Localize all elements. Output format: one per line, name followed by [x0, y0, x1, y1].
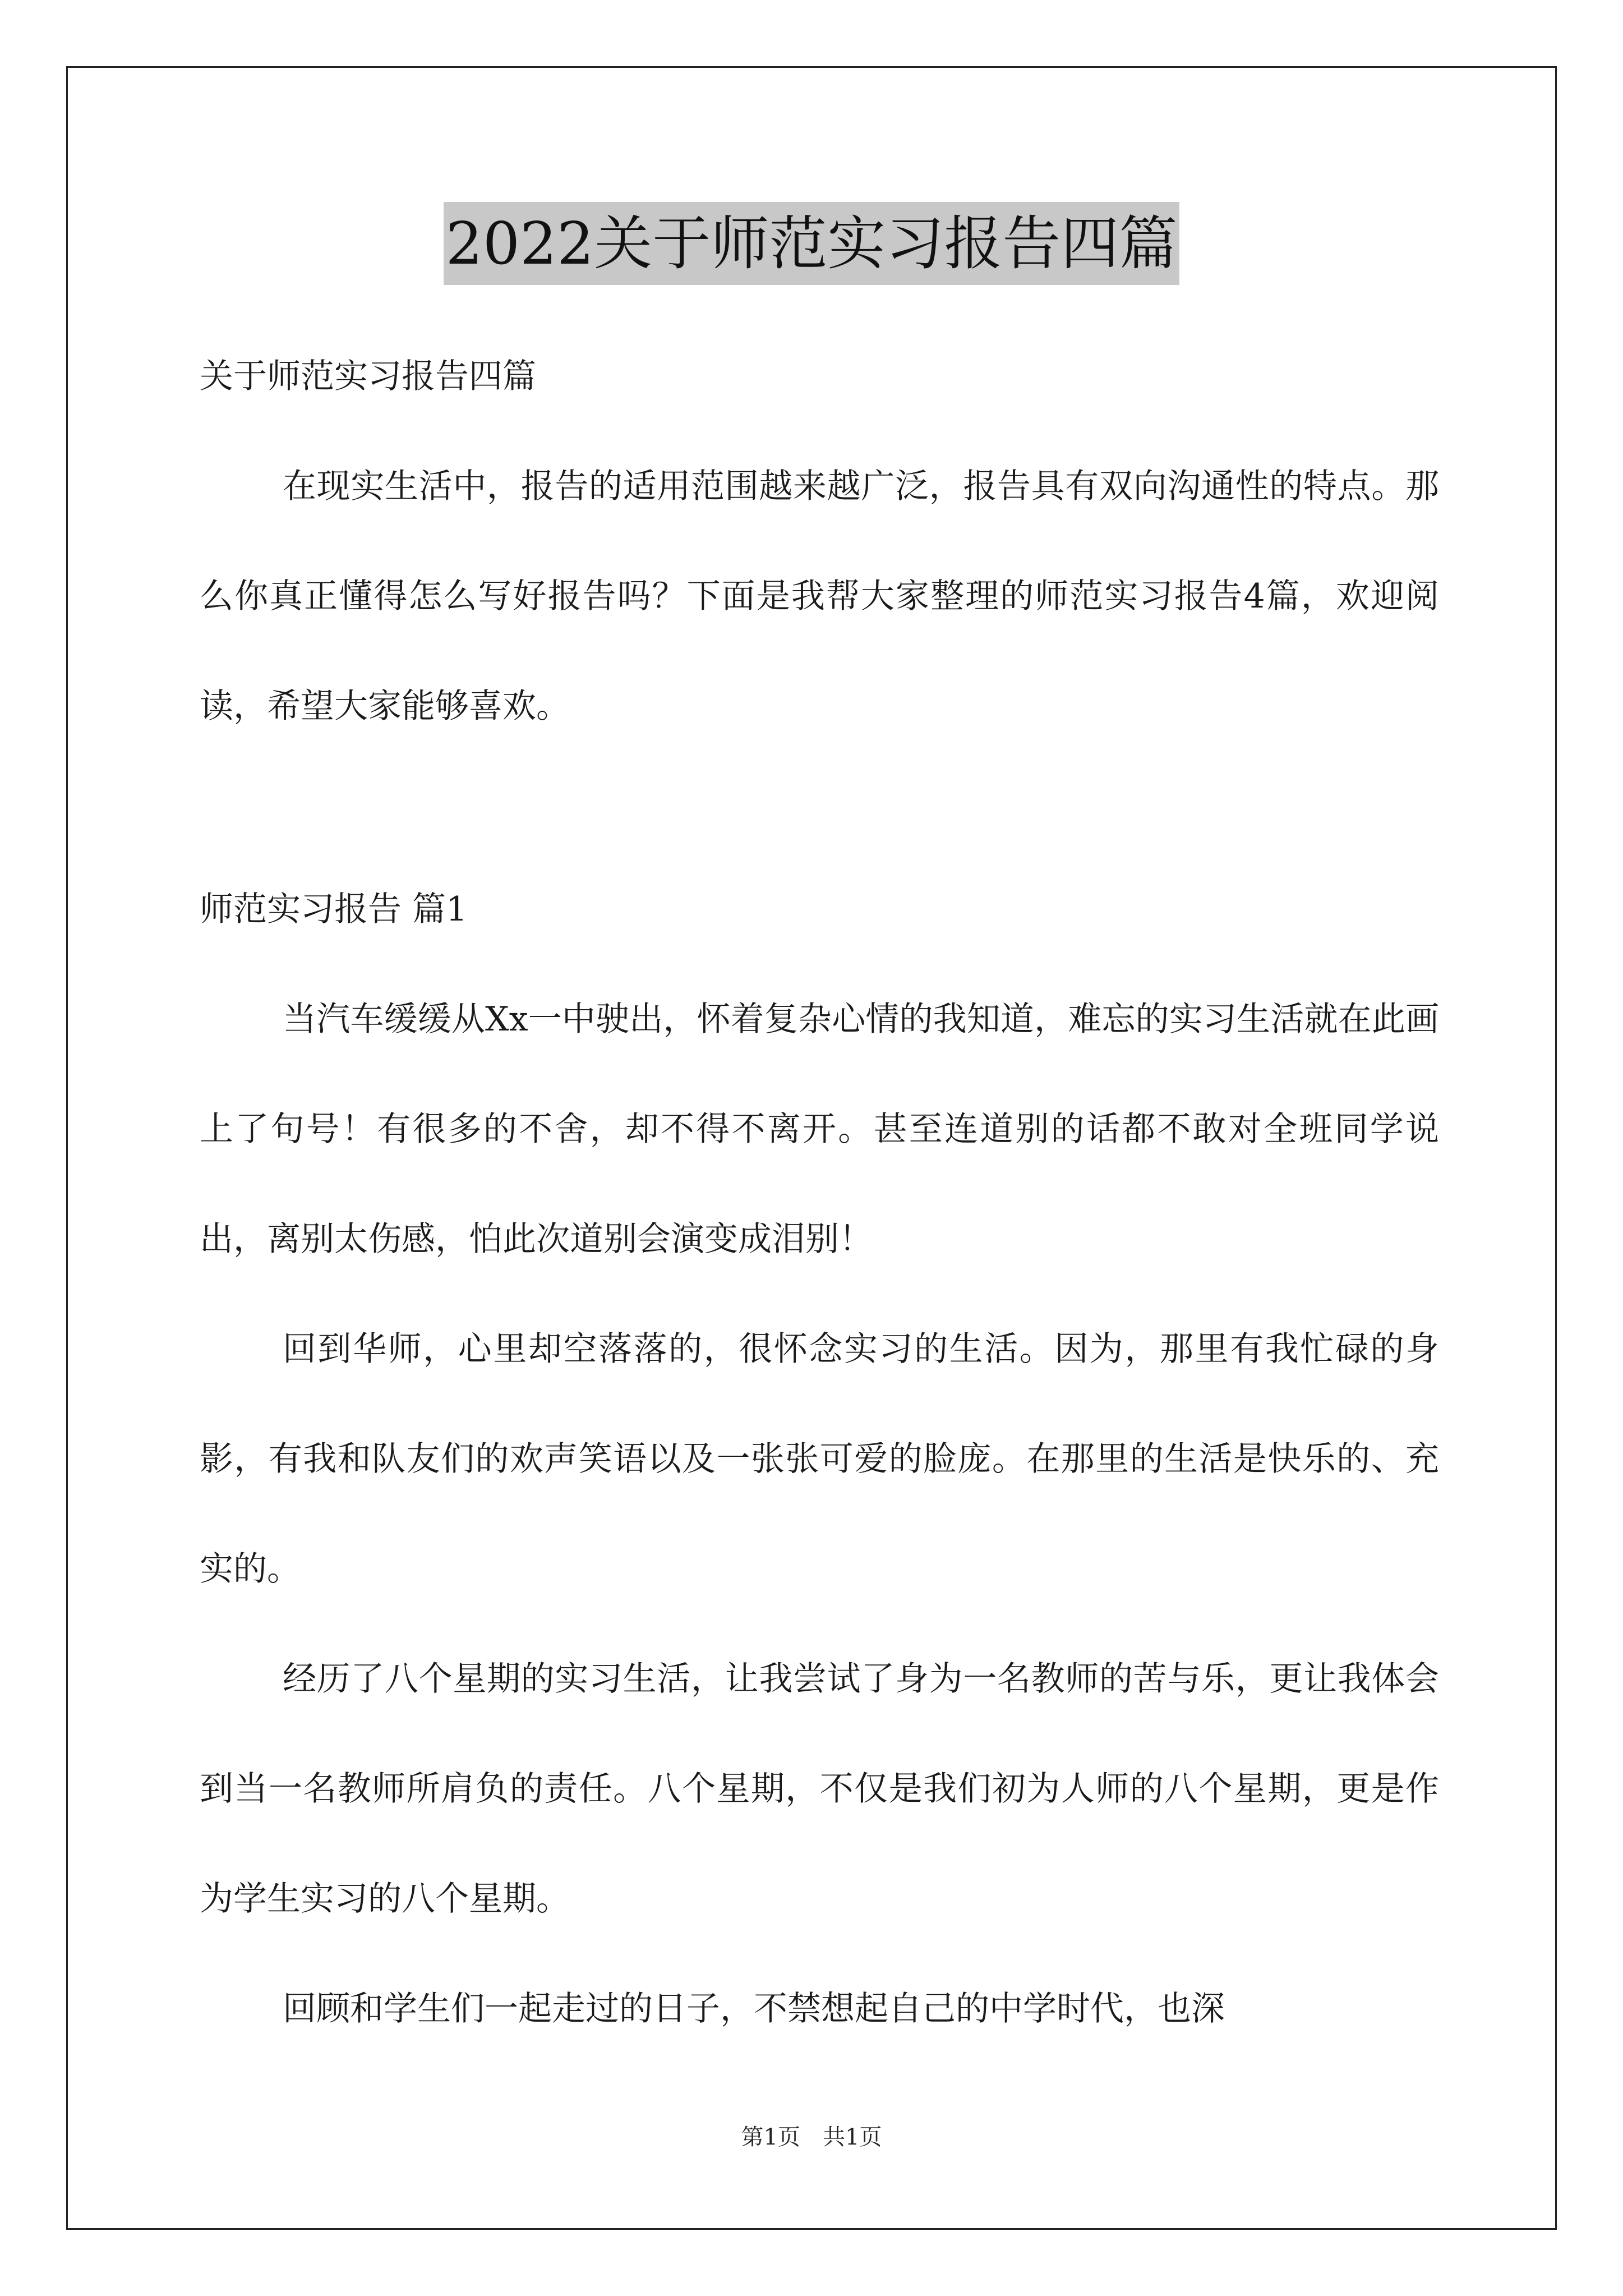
- section-1: [200, 854, 1439, 2064]
- body-paragraph: 当汽车缓缓从Xx一中驶出，怀着复杂心情的我知道，难忘的实习生活就在此画上了句号！有很多的不舍，却不得不离开。甚至连道别的话都不敢对全班同学说出，离别太伤感，怕此次道别会演变成泪别！: [200, 1000, 1439, 1259]
- document-subtitle: 关于师范实习报告四篇: [200, 357, 536, 396]
- intro-paragraph: 在现实生活中，报告的适用范围越来越广泛，报告具有双向沟通性的特点。那么你真正懂得怎么写好报告吗？下面是我帮大家整理的师范实习报告4篇，欢迎阅读，希望大家能够喜欢。: [200, 467, 1439, 726]
- body-paragraph: 经历了八个星期的实习生活，让我尝试了身为一名教师的苦与乐，更让我体会到当一名教师所肩负的责任。八个星期，不仅是我们初为人师的八个星期，更是作为学生实习的八个星期。: [200, 1659, 1439, 1918]
- section-heading: 师范实习报告 篇1: [200, 890, 468, 929]
- title-container: [0, 202, 1623, 285]
- body-paragraph: 回到华师，心里却空落落的，很怀念实习的生活。因为，那里有我忙碌的身影，有我和队友们的欢声笑语以及一张张可爱的脸庞。在那里的生活是快乐的、充实的。: [200, 1329, 1439, 1589]
- document-title: 2022关于师范实习报告四篇: [444, 202, 1180, 285]
- body-paragraph: 回顾和学生们一起走过的日子，不禁想起自己的中学时代，也深: [283, 1989, 1225, 2028]
- intro-block: [200, 431, 1439, 761]
- page-footer: 第1页 共1页: [741, 2124, 882, 2150]
